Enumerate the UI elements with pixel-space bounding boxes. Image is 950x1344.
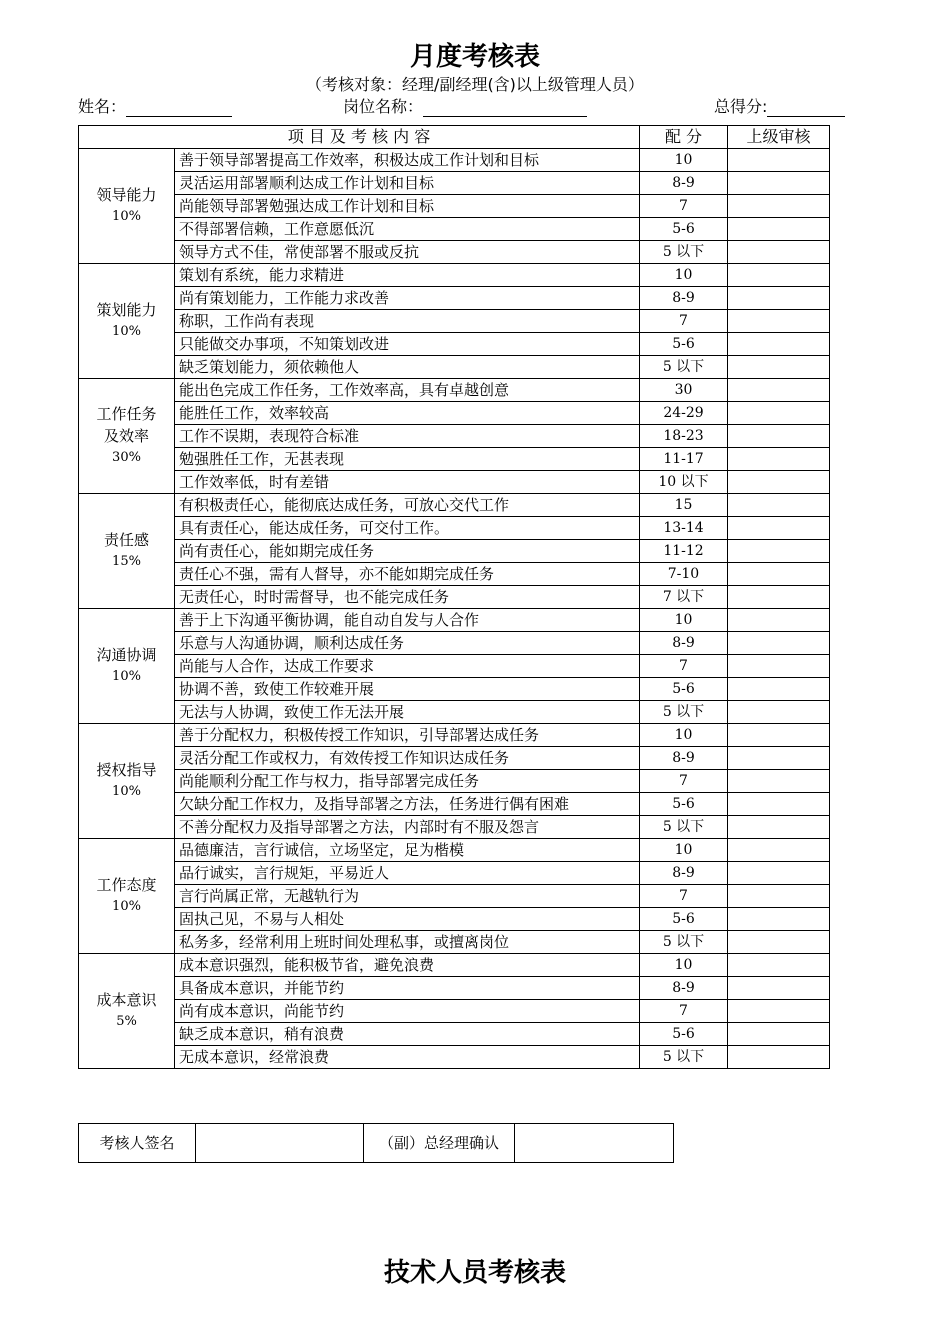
review-input-cell[interactable]: [728, 563, 830, 586]
review-input-cell[interactable]: [728, 379, 830, 402]
review-input-cell[interactable]: [728, 425, 830, 448]
score-range: 5 以下: [640, 701, 728, 724]
review-input-cell[interactable]: [728, 1000, 830, 1023]
score-range: 7: [640, 1000, 728, 1023]
category-cell: [79, 609, 175, 724]
assessor-signature-cell[interactable]: [196, 1124, 364, 1163]
criterion-text: 无责任心，时时需督导，也不能完成任务: [175, 586, 640, 609]
page-title: 月度考核表: [409, 42, 540, 72]
table-row: [79, 149, 830, 172]
criterion-text: 称职，工作尚有表现: [175, 310, 640, 333]
score-range: 8-9: [640, 172, 728, 195]
score-range: 7: [640, 310, 728, 333]
review-input-cell[interactable]: [728, 632, 830, 655]
review-input-cell[interactable]: [728, 931, 830, 954]
criterion-text: 能出色完成工作任务，工作效率高，具有卓越创意: [175, 379, 640, 402]
score-range: 30: [640, 379, 728, 402]
table-row: [79, 1046, 830, 1069]
score-range: 5-6: [640, 908, 728, 931]
table-row: [79, 172, 830, 195]
table-row: [79, 356, 830, 379]
criterion-text: 有积极责任心，能彻底达成任务，可放心交代工作: [175, 494, 640, 517]
name-label: 姓名：: [78, 97, 127, 116]
table-row: [79, 1023, 830, 1046]
table-row: [79, 701, 830, 724]
table-row: [79, 931, 830, 954]
total-label: 总得分:: [714, 97, 768, 116]
category-name: 沟通协调: [96, 646, 157, 664]
table-row: [79, 862, 830, 885]
criterion-text: 善于上下沟通平衡协调，能自动自发与人合作: [175, 609, 640, 632]
table-row: [79, 310, 830, 333]
criterion-text: 工作不误期，表现符合标准: [175, 425, 640, 448]
criterion-text: 无法与人协调，致使工作无法开展: [175, 701, 640, 724]
category-weight: 10%: [112, 324, 141, 339]
criterion-text: 品德廉洁，言行诚信，立场坚定，足为楷模: [175, 839, 640, 862]
score-range: 7-10: [640, 563, 728, 586]
category-cell: [79, 954, 175, 1069]
score-range: 5-6: [640, 793, 728, 816]
criterion-text: 不得部署信赖，工作意愿低沉: [175, 218, 640, 241]
signature-table: [78, 1123, 674, 1163]
category-weight: 10%: [112, 209, 141, 224]
score-range: 7: [640, 885, 728, 908]
table-row: [79, 241, 830, 264]
score-range: 8-9: [640, 977, 728, 1000]
category-name: 工作任务及效率: [96, 405, 157, 445]
review-input-cell[interactable]: [728, 747, 830, 770]
review-input-cell[interactable]: [728, 724, 830, 747]
criterion-text: 无成本意识，经常浪费: [175, 1046, 640, 1069]
table-row: [79, 747, 830, 770]
category-weight: 5%: [116, 1014, 137, 1029]
category-weight: 30%: [112, 450, 141, 465]
score-range: 5 以下: [640, 1046, 728, 1069]
score-range: 7: [640, 655, 728, 678]
table-header-row: [79, 126, 830, 149]
criterion-text: 缺乏策划能力，须依赖他人: [175, 356, 640, 379]
review-input-cell[interactable]: [728, 494, 830, 517]
criterion-text: 只能做交办事项，不知策划改进: [175, 333, 640, 356]
criterion-text: 策划有系统，能力求精进: [175, 264, 640, 287]
score-range: 11-17: [640, 448, 728, 471]
table-row: [79, 402, 830, 425]
category-name: 工作态度: [96, 876, 157, 894]
position-field[interactable]: [343, 94, 587, 117]
category-cell: [79, 264, 175, 379]
header-items: 项 目 及 考 核 内 容: [79, 126, 640, 149]
review-input-cell[interactable]: [728, 241, 830, 264]
review-input-cell[interactable]: [728, 770, 830, 793]
total-field[interactable]: [714, 94, 845, 117]
criterion-text: 乐意与人沟通协调，顺利达成任务: [175, 632, 640, 655]
score-range: 10: [640, 839, 728, 862]
criterion-text: 言行尚属正常，无越轨行为: [175, 885, 640, 908]
review-input-cell[interactable]: [728, 195, 830, 218]
review-input-cell[interactable]: [728, 793, 830, 816]
score-range: 5-6: [640, 218, 728, 241]
criterion-text: 能胜任工作，效率较高: [175, 402, 640, 425]
table-row: [79, 333, 830, 356]
criterion-text: 善于分配权力，积极传授工作知识，引导部署达成任务: [175, 724, 640, 747]
criterion-text: 欠缺分配工作权力，及指导部署之方法，任务进行偶有困难: [175, 793, 640, 816]
criterion-text: 固执己见，不易与人相处: [175, 908, 640, 931]
review-input-cell[interactable]: [728, 977, 830, 1000]
table-row: [79, 563, 830, 586]
table-row: [79, 494, 830, 517]
criterion-text: 尚能领导部署勉强达成工作计划和目标: [175, 195, 640, 218]
assessment-table: [78, 125, 830, 1069]
review-input-cell[interactable]: [728, 333, 830, 356]
review-input-cell[interactable]: [728, 218, 830, 241]
table-row: [79, 885, 830, 908]
criterion-text: 灵活分配工作或权力，有效传授工作知识达成任务: [175, 747, 640, 770]
criterion-text: 品行诚实，言行规矩，平易近人: [175, 862, 640, 885]
category-name: 成本意识: [96, 991, 157, 1009]
criterion-text: 具有责任心，能达成任务，可交付工作。: [175, 517, 640, 540]
table-row: [79, 517, 830, 540]
table-row: [79, 1000, 830, 1023]
category-name: 授权指导: [96, 761, 157, 779]
table-row: [79, 632, 830, 655]
review-input-cell[interactable]: [728, 172, 830, 195]
category-cell: [79, 724, 175, 839]
criterion-text: 责任心不强，需有人督导，亦不能如期完成任务: [175, 563, 640, 586]
table-row: [79, 195, 830, 218]
criterion-text: 善于领导部署提高工作效率，积极达成工作计划和目标: [175, 149, 640, 172]
score-range: 7: [640, 770, 728, 793]
next-table-title: 技术人员考核表: [383, 1258, 566, 1288]
criterion-text: 勉强胜任工作，无甚表现: [175, 448, 640, 471]
review-input-cell[interactable]: [728, 517, 830, 540]
criterion-text: 领导方式不佳，常使部署不服或反抗: [175, 241, 640, 264]
score-range: 8-9: [640, 632, 728, 655]
score-range: 5 以下: [640, 816, 728, 839]
table-row: [79, 609, 830, 632]
score-range: 24-29: [640, 402, 728, 425]
score-range: 10: [640, 264, 728, 287]
table-row: [79, 816, 830, 839]
criterion-text: 缺乏成本意识，稍有浪费: [175, 1023, 640, 1046]
review-input-cell[interactable]: [728, 839, 830, 862]
table-row: [79, 264, 830, 287]
review-input-cell[interactable]: [728, 471, 830, 494]
category-name: 策划能力: [96, 301, 157, 319]
criterion-text: 尚有成本意识，尚能节约: [175, 1000, 640, 1023]
category-cell: [79, 149, 175, 264]
position-label: 岗位名称：: [343, 97, 424, 116]
review-input-cell[interactable]: [728, 356, 830, 379]
category-cell: [79, 494, 175, 609]
table-row: [79, 793, 830, 816]
total-blank[interactable]: [767, 100, 845, 117]
review-input-cell[interactable]: [728, 655, 830, 678]
table-row: [79, 655, 830, 678]
table-row: [79, 770, 830, 793]
table-row: [79, 724, 830, 747]
category-name: 责任感: [103, 531, 149, 549]
criterion-text: 尚有责任心，能如期完成任务: [175, 540, 640, 563]
score-range: 18-23: [640, 425, 728, 448]
table-row: [79, 586, 830, 609]
signature-row: [79, 1124, 674, 1163]
score-range: 15: [640, 494, 728, 517]
criterion-text: 协调不善，致使工作较难开展: [175, 678, 640, 701]
criterion-text: 尚能与人合作，达成工作要求: [175, 655, 640, 678]
score-range: 8-9: [640, 862, 728, 885]
category-weight: 10%: [112, 899, 141, 914]
criterion-text: 尚能顺利分配工作与权力，指导部署完成任务: [175, 770, 640, 793]
table-row: [79, 379, 830, 402]
review-input-cell[interactable]: [728, 678, 830, 701]
category-cell: [79, 379, 175, 494]
category-weight: 10%: [112, 784, 141, 799]
table-row: [79, 977, 830, 1000]
score-range: 10: [640, 149, 728, 172]
category-name: 领导能力: [96, 186, 157, 204]
review-input-cell[interactable]: [728, 540, 830, 563]
position-blank[interactable]: [423, 100, 587, 117]
score-range: 5 以下: [640, 241, 728, 264]
criterion-text: 尚有策划能力，工作能力求改善: [175, 287, 640, 310]
score-range: 10 以下: [640, 471, 728, 494]
review-input-cell[interactable]: [728, 816, 830, 839]
table-row: [79, 287, 830, 310]
category-cell: [79, 839, 175, 954]
review-input-cell[interactable]: [728, 448, 830, 471]
subtitle: （考核对象：经理/副经理(含)以上级管理人员）: [306, 75, 644, 94]
name-field[interactable]: [78, 94, 232, 117]
score-range: 13-14: [640, 517, 728, 540]
table-row: [79, 540, 830, 563]
criterion-text: 具备成本意识，并能节约: [175, 977, 640, 1000]
review-input-cell[interactable]: [728, 1023, 830, 1046]
review-input-cell[interactable]: [728, 609, 830, 632]
review-input-cell[interactable]: [728, 287, 830, 310]
table-row: [79, 471, 830, 494]
category-weight: 10%: [112, 669, 141, 684]
review-input-cell[interactable]: [728, 586, 830, 609]
table-row: [79, 839, 830, 862]
table-row: [79, 425, 830, 448]
review-input-cell[interactable]: [728, 402, 830, 425]
review-input-cell[interactable]: [728, 149, 830, 172]
score-range: 8-9: [640, 287, 728, 310]
category-weight: 15%: [112, 554, 141, 569]
criterion-text: 成本意识强烈，能积极节省，避免浪费: [175, 954, 640, 977]
assessor-label: 考核人签名: [79, 1124, 196, 1163]
criterion-text: 私务多，经常利用上班时间处理私事，或擅离岗位: [175, 931, 640, 954]
score-range: 5-6: [640, 678, 728, 701]
review-input-cell[interactable]: [728, 701, 830, 724]
header-review: 上级审核: [728, 126, 830, 149]
name-blank[interactable]: [126, 100, 232, 117]
criterion-text: 不善分配权力及指导部署之方法，内部时有不服及怨言: [175, 816, 640, 839]
header-score: 配 分: [640, 126, 728, 149]
score-range: 5 以下: [640, 356, 728, 379]
score-range: 5 以下: [640, 931, 728, 954]
score-range: 5-6: [640, 1023, 728, 1046]
score-range: 10: [640, 954, 728, 977]
score-range: 7 以下: [640, 586, 728, 609]
review-input-cell[interactable]: [728, 310, 830, 333]
table-row: [79, 954, 830, 977]
criterion-text: 灵活运用部署顺利达成工作计划和目标: [175, 172, 640, 195]
score-range: 11-12: [640, 540, 728, 563]
score-range: 5-6: [640, 333, 728, 356]
table-row: [79, 678, 830, 701]
confirm-signature-cell[interactable]: [515, 1124, 674, 1163]
review-input-cell[interactable]: [728, 954, 830, 977]
score-range: 10: [640, 609, 728, 632]
table-row: [79, 908, 830, 931]
review-input-cell[interactable]: [728, 1046, 830, 1069]
review-input-cell[interactable]: [728, 264, 830, 287]
score-range: 8-9: [640, 747, 728, 770]
criterion-text: 工作效率低，时有差错: [175, 471, 640, 494]
confirm-label: （副）总经理确认: [364, 1124, 515, 1163]
review-input-cell[interactable]: [728, 885, 830, 908]
score-range: 7: [640, 195, 728, 218]
review-input-cell[interactable]: [728, 908, 830, 931]
table-row: [79, 218, 830, 241]
review-input-cell[interactable]: [728, 862, 830, 885]
score-range: 10: [640, 724, 728, 747]
table-row: [79, 448, 830, 471]
